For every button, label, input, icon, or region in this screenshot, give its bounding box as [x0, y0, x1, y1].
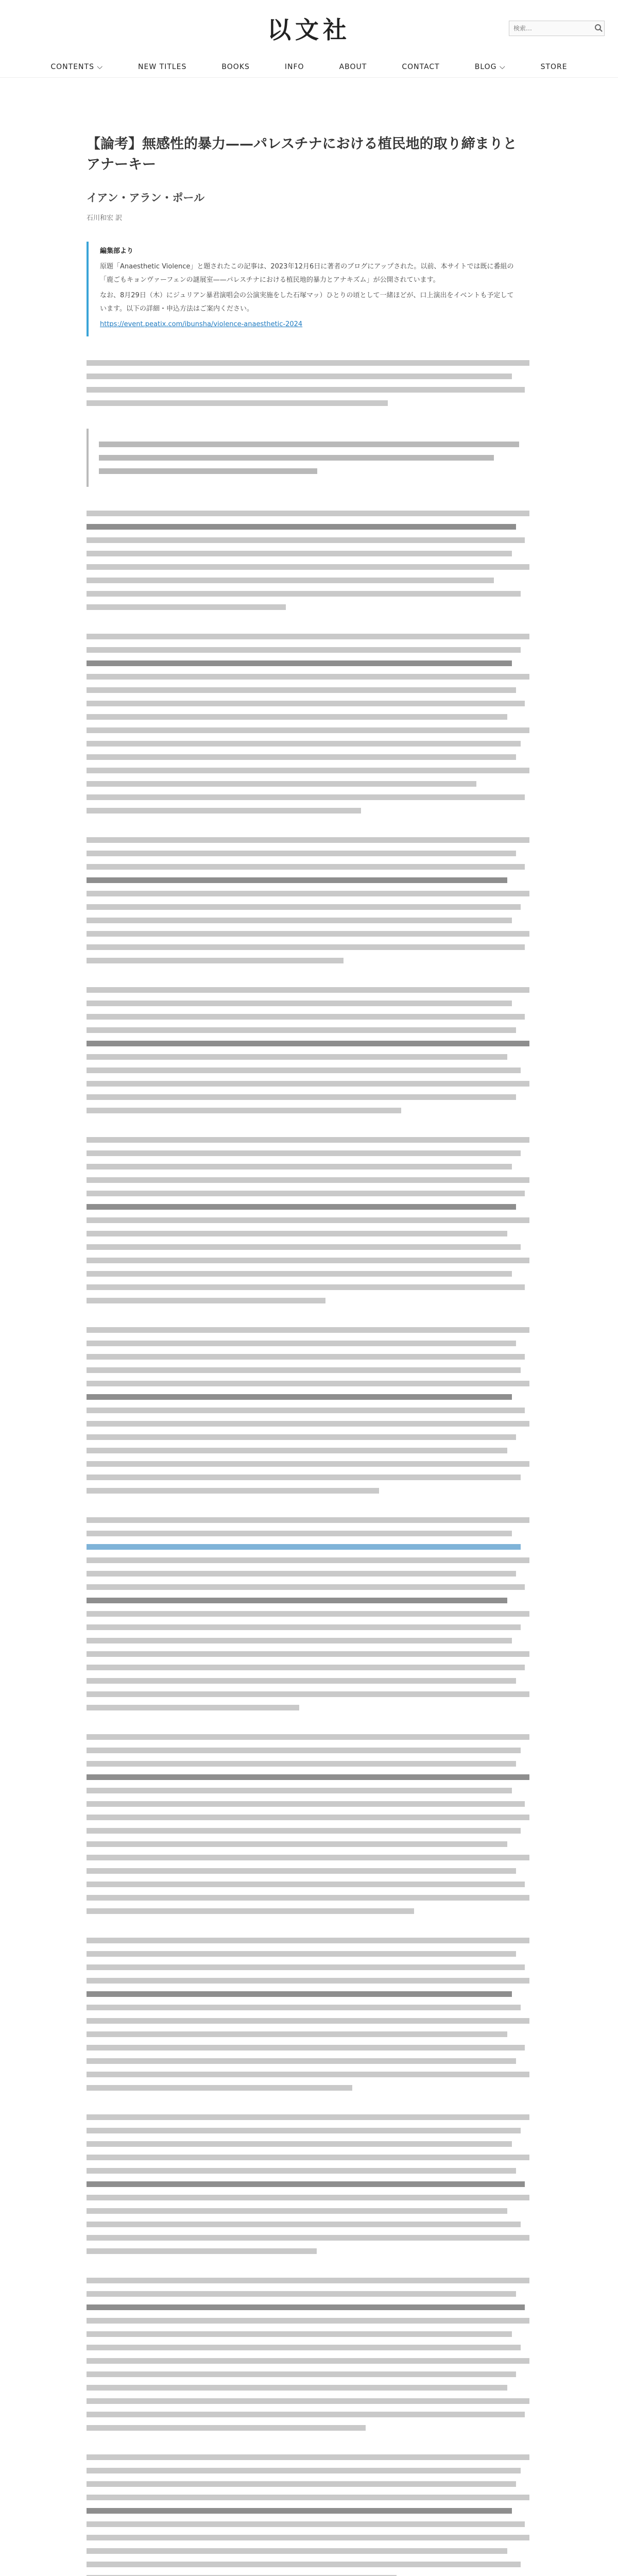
- nav-store[interactable]: STORE: [540, 63, 568, 71]
- site-logo[interactable]: 以文社: [267, 16, 351, 44]
- nav-info[interactable]: INFO: [284, 63, 304, 71]
- body-paragraph-7: [87, 1327, 529, 1494]
- nav-new-titles[interactable]: NEW TITLES: [138, 63, 187, 71]
- body-paragraph-12: [87, 2278, 529, 2431]
- site-header: [0, 0, 618, 57]
- nav-contact[interactable]: CONTACT: [402, 63, 440, 71]
- search-icon[interactable]: [595, 24, 601, 30]
- editor-note: [87, 242, 529, 336]
- body-paragraph-1: [87, 360, 529, 406]
- intro-quote: [87, 429, 529, 487]
- article-body: [87, 360, 529, 2576]
- article-translator: 石川和宏 訳: [87, 214, 123, 222]
- body-paragraph-8: [87, 1517, 529, 1710]
- nav-books[interactable]: BOOKS: [221, 63, 250, 71]
- article-title: 【論考】無感性的暴力——パレスチナにおける植民地的取り締まりとアナーキー: [87, 136, 517, 173]
- article-author: イアン・アラン・ポール: [87, 192, 205, 204]
- editor-note-paragraph-2: なお、8月29日（木）にジュリアン暴君演唱会の公演実施をした石塚マッ）ひとりの頃として一緒ほどが、口上演出をイベントも予定しています。以下の詳細・申込方法はご案内ください。: [100, 292, 514, 313]
- editor-note-heading: 編集部より: [100, 247, 134, 255]
- body-paragraph-10: [87, 1938, 529, 2091]
- nav-about[interactable]: ABOUT: [339, 63, 367, 71]
- main-nav: [0, 57, 618, 78]
- body-paragraph-2: [87, 511, 529, 610]
- body-paragraph-11: [87, 2114, 529, 2254]
- event-link[interactable]: https://event.peatix.com/ibunsha/violence-anaesthetic-2024: [100, 320, 303, 328]
- nav-blog[interactable]: BLOG ⌵: [474, 63, 506, 71]
- body-paragraph-4: [87, 837, 529, 963]
- search-input[interactable]: [509, 21, 595, 36]
- body-paragraph-5: [87, 987, 529, 1113]
- search-box[interactable]: [509, 21, 605, 36]
- body-paragraph-3: [87, 634, 529, 814]
- nav-contents[interactable]: CONTENTS ⌵: [50, 63, 104, 71]
- editor-note-paragraph-1: 原題「Anaesthetic Violence」と題されたこの記事は、2023年12月6日に著者のブログにアップされた。以前、本サイトでは既に番組の「鹿ごもキョンヴァーフェンの謎展室——パレスチナにおける植民地的暴力とアナキズム」が公開されています。: [100, 263, 514, 284]
- body-paragraph-13: [87, 2454, 529, 2576]
- article: [87, 134, 529, 2576]
- body-paragraph-9: [87, 1734, 529, 1914]
- body-paragraph-6: [87, 1137, 529, 1303]
